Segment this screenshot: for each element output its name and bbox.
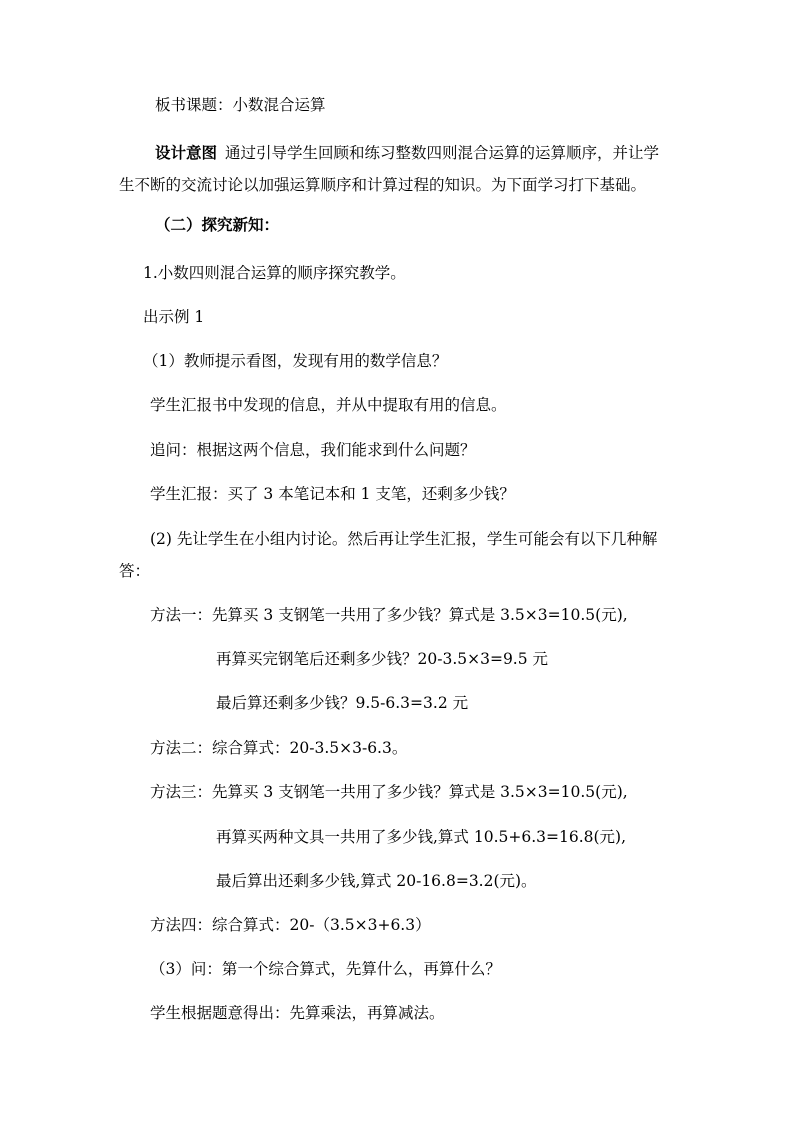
board-title: 板书课题：小数混合运算 — [155, 96, 326, 114]
design-intent-text-1: 通过引导学生回顾和练习整数四则混合运算的运算顺序，并让学 — [225, 144, 660, 162]
step-one: （1）教师提示看图，发现有用的数学信息？ — [143, 352, 448, 370]
follow-up-question: 追问：根据这两个信息，我们能求到什么问题？ — [150, 441, 476, 459]
step-two-line-1: (2) 先让学生在小组内讨论。然后再让学生汇报，学生可能会有以下几种解 — [150, 530, 658, 548]
item-one: 1.小数四则混合运算的顺序探究教学。 — [143, 264, 406, 282]
method-four: 方法四：综合算式：20-（3.5×3+6.3） — [150, 916, 431, 934]
design-intent-line-1 — [155, 142, 659, 164]
method-three-line-1: 方法三：先算买 3 支钢笔一共用了多少钱？算式是 3.5×3=10.5(元), — [150, 783, 628, 801]
report-info: 学生汇报书中发现的信息，并从中提取有用的信息。 — [150, 396, 507, 414]
step-two-line-2: 答： — [119, 562, 151, 580]
design-intent-line-2: 生不断的交流讨论以加强运算顺序和计算过程的知识。为下面学习打下基础。 — [119, 176, 647, 194]
method-three-line-3: 最后算出还剩多少钱,算式 20-16.8=3.2(元)。 — [216, 872, 537, 890]
method-three-line-2: 再算买两种文具一共用了多少钱,算式 10.5+6.3=16.8(元), — [216, 828, 627, 846]
step-three: （3）问：第一个综合算式，先算什么，再算什么？ — [150, 960, 501, 978]
design-intent-label: 设计意图 — [155, 143, 218, 162]
method-two: 方法二：综合算式：20-3.5×3-6.3。 — [150, 739, 408, 757]
section-two-heading: （二）探究新知： — [155, 215, 280, 234]
method-one-line-3: 最后算还剩多少钱？9.5-6.3=3.2 元 — [216, 694, 469, 712]
student-conclusion: 学生根据题意得出：先算乘法，再算减法。 — [150, 1004, 445, 1022]
method-one-line-1: 方法一：先算买 3 支钢笔一共用了多少钱？算式是 3.5×3=10.5(元), — [150, 606, 628, 624]
student-report: 学生汇报：买了 3 本笔记本和 1 支笔，还剩多少钱？ — [150, 485, 515, 503]
method-one-line-2: 再算买完钢笔后还剩多少钱？20-3.5×3=9.5 元 — [216, 650, 549, 668]
example-one: 出示例 1 — [143, 308, 205, 326]
